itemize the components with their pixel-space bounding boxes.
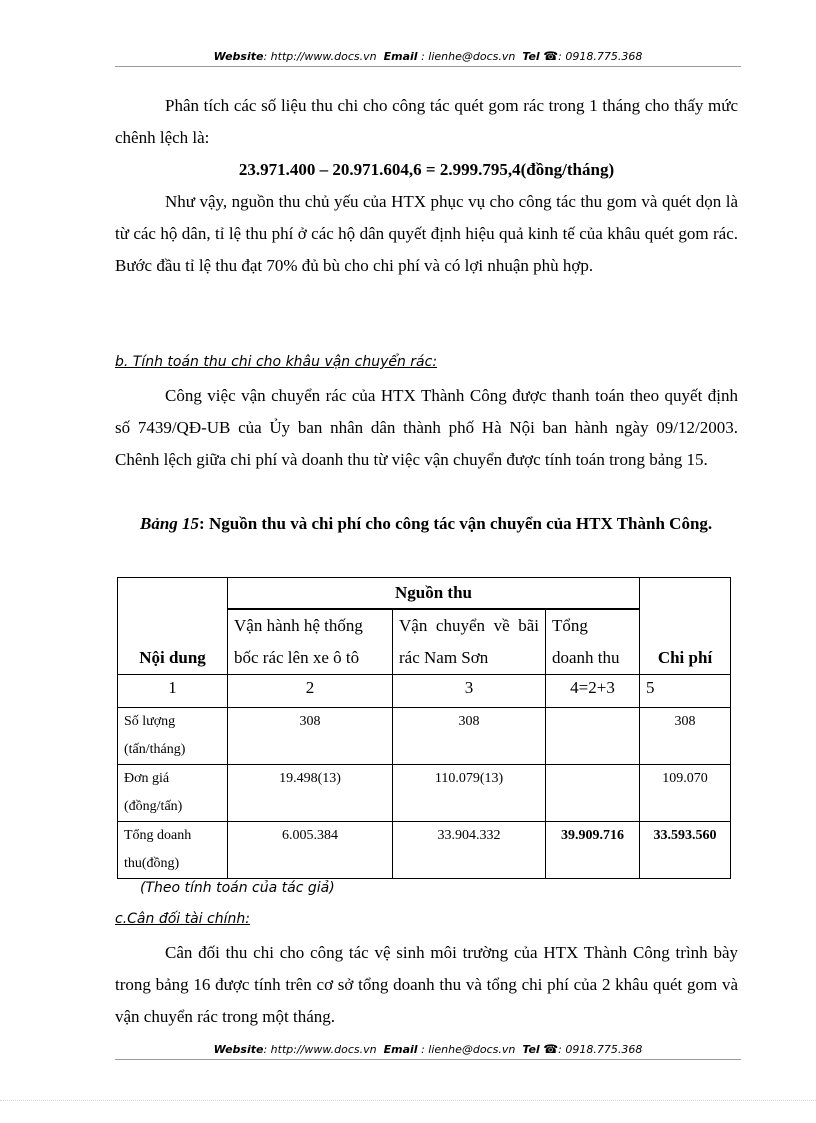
header-website-url[interactable]: : http://www.docs.vn bbox=[263, 50, 377, 63]
footer-rule bbox=[115, 1059, 741, 1060]
paragraph-3: Công việc vận chuyển rác của HTX Thành Công được thanh toán theo quyết định số 7439/QĐ-UB của Ủy ban nhân dân thành phố Hà Nội ban hành ngày 09/12/2003. Chênh lệch giữa chi phí và doanh thu từ việc vận chuyển được tính toán trong bảng 15. bbox=[115, 386, 738, 469]
cell-value: 109.070 bbox=[640, 765, 731, 822]
col-header-van-chuyen: Vận chuyển về bãi rác Nam Sơn bbox=[393, 610, 546, 675]
data-table bbox=[117, 577, 731, 879]
header-website-label: Website bbox=[213, 50, 264, 63]
row-label: Số lượng (tấn/tháng) bbox=[118, 708, 228, 765]
header-rule bbox=[115, 66, 741, 67]
table-row bbox=[118, 708, 731, 765]
table-caption-text: : Nguồn thu và chi phí cho công tác vận chuyển của HTX Thành Công. bbox=[199, 514, 713, 533]
cell-value bbox=[546, 765, 640, 822]
row-label: Đơn giá (đồng/tấn) bbox=[118, 765, 228, 822]
footer-email[interactable]: : lienhe@docs.vn bbox=[421, 1043, 516, 1056]
footer-website-url[interactable]: : http://www.docs.vn bbox=[263, 1043, 377, 1056]
cell-value: 308 bbox=[393, 708, 546, 765]
col-header-tong-doanh-thu: Tổng doanh thu bbox=[546, 610, 640, 675]
cell-value: 308 bbox=[640, 708, 731, 765]
index-cell: 2 bbox=[228, 675, 393, 708]
header-email[interactable]: : lienhe@docs.vn bbox=[421, 50, 516, 63]
cell-value: 33.904.332 bbox=[393, 822, 546, 879]
page-bottom-divider bbox=[0, 1100, 816, 1101]
paragraph-4: Cân đối thu chi cho công tác vệ sinh môi trường của HTX Thành Công trình bày trong bảng 16 được tính trên cơ sở tổng doanh thu và tổng chi phí của 2 khâu quét gom và vận chuyển rác trong một tháng. bbox=[115, 943, 738, 1026]
footer-tel: : 0918.775.368 bbox=[558, 1043, 643, 1056]
footer-email-label: Email bbox=[383, 1043, 418, 1056]
header-tel: : 0918.775.368 bbox=[558, 50, 643, 63]
table-caption bbox=[115, 508, 738, 540]
cell-value: 110.079(13) bbox=[393, 765, 546, 822]
section-b-heading: b. Tính toán thu chi cho khâu vận chuyển rác: bbox=[115, 354, 438, 370]
page-footer bbox=[115, 1042, 741, 1057]
equation: 23.971.400 – 20.971.604,6 = 2.999.795,4(đồng/tháng) bbox=[238, 160, 615, 179]
cell-value: 39.909.716 bbox=[546, 822, 640, 879]
col-header-chi-phi: Chi phí bbox=[640, 578, 731, 675]
cell-value bbox=[546, 708, 640, 765]
col-header-noi-dung: Nội dung bbox=[118, 578, 228, 675]
footer-tel-label: Tel bbox=[522, 1043, 540, 1056]
col-group-nguon-thu: Nguồn thu bbox=[228, 578, 640, 609]
col-header-van-hanh: Vận hành hệ thống bốc rác lên xe ô tô bbox=[228, 610, 393, 675]
index-cell: 1 bbox=[118, 675, 228, 708]
row-label: Tổng doanh thu(đồng) bbox=[118, 822, 228, 879]
index-cell: 4=2+3 bbox=[546, 675, 640, 708]
header-tel-label: Tel bbox=[522, 50, 540, 63]
header-email-label: Email bbox=[383, 50, 418, 63]
cell-value: 308 bbox=[228, 708, 393, 765]
cell-value: 6.005.384 bbox=[228, 822, 393, 879]
paragraph-2: Như vậy, nguồn thu chủ yếu của HTX phục vụ cho công tác thu gom và quét dọn là từ các hộ dân, tỉ lệ thu phí ở các hộ dân quyết định hiệu quả kinh tế của khâu quét gom rác. Bước đầu tỉ lệ thu đạt 70% đủ bù cho chi phí và có lợi nhuận phù hợp. bbox=[115, 192, 738, 275]
index-cell: 5 bbox=[640, 675, 731, 708]
footer-website-label: Website bbox=[213, 1043, 264, 1056]
cell-value: 19.498(13) bbox=[228, 765, 393, 822]
table-row bbox=[118, 822, 731, 879]
phone-icon: ☎ bbox=[543, 1042, 559, 1056]
page-header bbox=[115, 49, 741, 64]
source-note: (Theo tính toán của tác giả) bbox=[140, 880, 335, 896]
table-caption-label: Bảng 15 bbox=[140, 514, 200, 533]
section-c-heading: c.Cân đối tài chính: bbox=[115, 911, 250, 927]
phone-icon: ☎ bbox=[543, 49, 559, 63]
table-row bbox=[118, 765, 731, 822]
cell-value: 33.593.560 bbox=[640, 822, 731, 879]
index-cell: 3 bbox=[393, 675, 546, 708]
paragraph-1: Phân tích các số liệu thu chi cho công tác quét gom rác trong 1 tháng cho thấy mức chênh lệch là: bbox=[115, 96, 738, 147]
